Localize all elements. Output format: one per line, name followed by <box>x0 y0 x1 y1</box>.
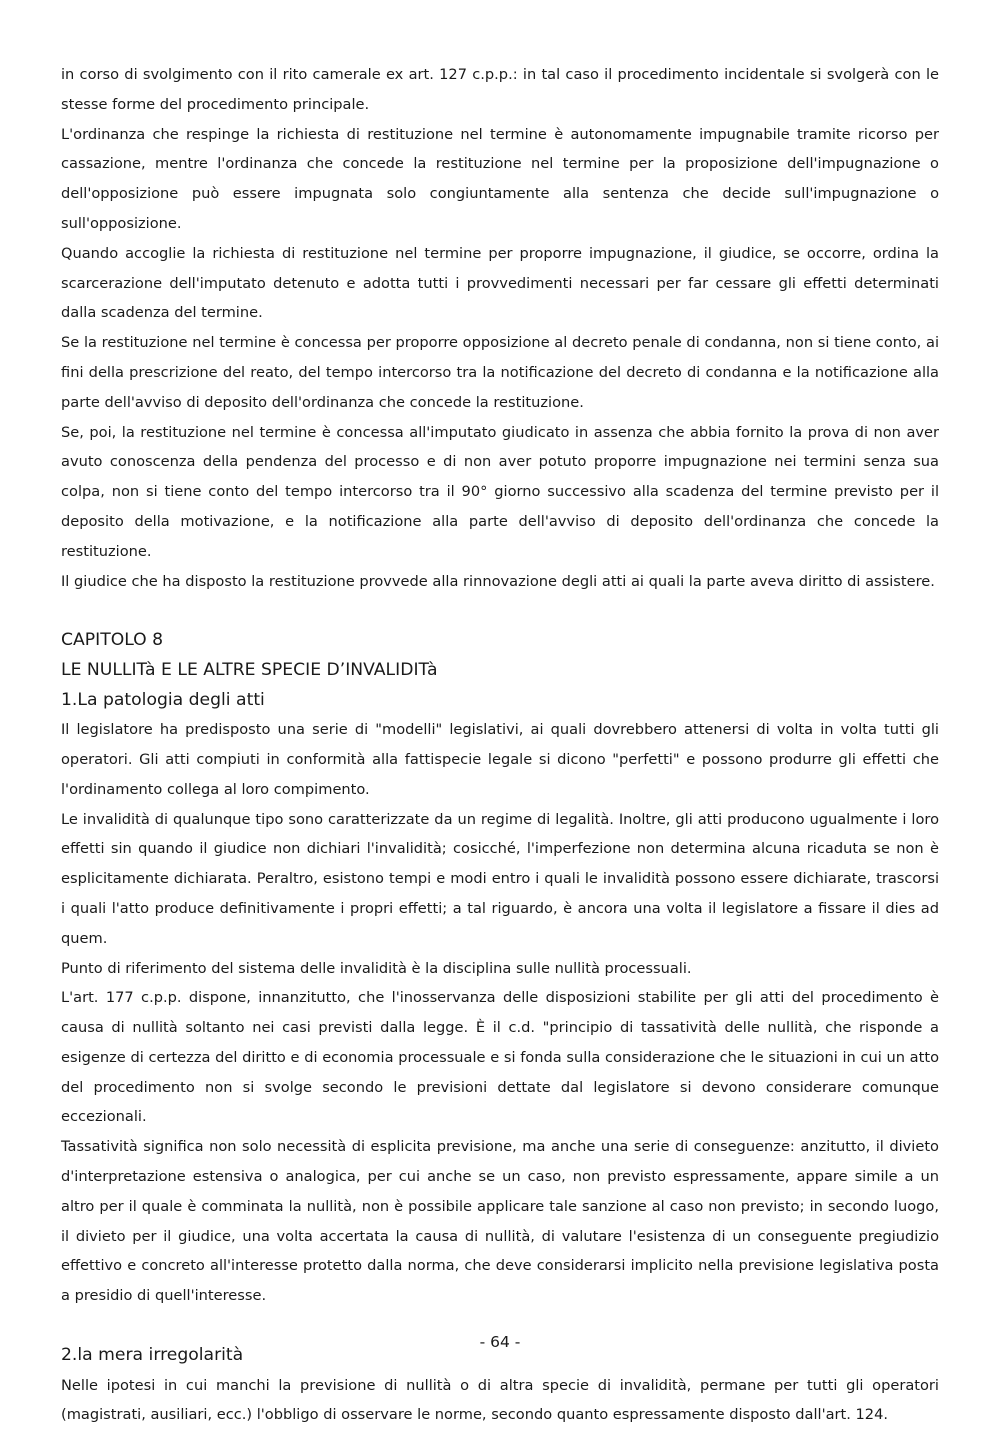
paragraph: Se, poi, la restituzione nel termine è concessa all'imputato giudicato in assenza che abbia fornito la prova di non aver avuto conoscenza della pendenza del processo e di non aver potuto proporre impugnazione nei termini senza sua colpa, non si tiene conto del tempo intercorso tra il 90° giorno successivo alla scadenza del termine previsto per il deposito della motivazione, e la notificazione alla parte dell'avviso di deposito dell'ordinanza che concede la restituzione. <box>61 423 939 560</box>
paragraph: Il giudice che ha disposto la restituzione provvede alla rinnovazione degli atti ai quali la parte aveva diritto di assistere. <box>61 572 935 590</box>
section-heading: 1.La patologia degli atti <box>61 689 265 710</box>
paragraph: L'ordinanza che respinge la richiesta di restituzione nel termine è autonomamente impugnabile tramite ricorso per cassazione, mentre l'ordinanza che concede la restituzione nel termine per la proposizione dell'impugnazione o dell'opposizione può essere impugnata solo congiuntamente alla sentenza che decide sull'impugnazione o sull'opposizione. <box>61 125 939 232</box>
paragraph: Le invalidità di qualunque tipo sono caratterizzate da un regime di legalità. Inoltre, gli atti producono ugualmente i loro effetti sin quando il giudice non dichiari l'invalidità; cosicché, l'imperfezione non determina alcuna ricaduta se non è esplicitamente dichiarata. Peraltro, esistono tempi e modi entro i quali le invalidità possono essere dichiarate, trascorsi i quali l'atto produce definitivamente i propri effetti; a tal riguardo, è ancora una volta il legislatore a fissare il dies ad quem. <box>61 810 939 947</box>
paragraph: L'art. 177 c.p.p. dispone, innanzitutto, che l'inosservanza delle disposizioni stabilite per gli atti del procedimento è causa di nullità soltanto nei casi previsti dalla legge. È il c.d. "principio di tassatività delle nullità, che risponde a esigenze di certezza del diritto e di economia processuale e si fonda sulla considerazione che le situazioni in cui un atto del procedimento non si svolge secondo le previsioni dettate dal legislatore si devono considerare comunque eccezionali. <box>61 989 939 1126</box>
paragraph: Se la restituzione nel termine è concessa per proporre opposizione al decreto penale di condanna, non si tiene conto, ai fini della prescrizione del reato, del tempo intercorso tra la notificazione del decreto di condanna e la notificazione alla parte dell'avviso di deposito dell'ordinanza che concede la restituzione. <box>61 334 939 411</box>
chapter-title: LE NULLITà E LE ALTRE SPECIE D’INVALIDITà <box>61 659 438 680</box>
paragraph: Punto di riferimento del sistema delle invalidità è la disciplina sulle nullità processuali. <box>61 959 692 977</box>
paragraph: Tassatività significa non solo necessità di esplicita previsione, ma anche una serie di conseguenze: anzitutto, il divieto d'interpretazione estensiva o analogica, per cui anche se un caso, non previsto espressamente, appare simile a un altro per il quale è comminata la nullità, non è possibile applicare tale sanzione al caso non previsto; in secondo luogo, il divieto per il giudice, una volta accertata la causa di nullità, di valutare l'esistenza di un conseguente pregiudizio effettivo e concreto all'interesse protetto dalla norma, che deve considerarsi implicito nella previsione legislativa posta a presidio di quell'interesse. <box>61 1138 939 1305</box>
chapter-number: CAPITOLO 8 <box>61 630 164 651</box>
paragraph: in corso di svolgimento con il rito camerale ex art. 127 c.p.p.: in tal caso il procedimento incidentale si svolgerà con le stesse forme del procedimento principale. <box>61 66 939 113</box>
paragraph: Il legislatore ha predisposto una serie di "modelli" legislativi, ai quali dovrebbero attenersi di volta in volta tutti gli operatori. Gli atti compiuti in conformità alla fattispecie legale si dicono "perfetti" e possono produrre gli effetti che l'ordinamento collega al loro compimento. <box>61 721 939 798</box>
paragraph: Nelle ipotesi in cui manchi la previsione di nullità o di altra specie di invalidità, permane per tutti gli operatori (magistrati, ausiliari, ecc.) l'obbligo di osservare le norme, secondo quanto espressamente disposto dall'art. 124. <box>61 1376 939 1424</box>
page-number: - 64 - <box>479 1333 521 1351</box>
page-body <box>61 60 939 1430</box>
paragraph: Quando accoglie la richiesta di restituzione nel termine per proporre impugnazione, il giudice, se occorre, ordina la scarcerazione dell'imputato detenuto e adotta tutti i provvedimenti necessari per far cessare gli effetti determinati dalla scadenza del termine. <box>61 244 939 322</box>
section-heading: 2.la mera irregolarità <box>61 1345 244 1366</box>
